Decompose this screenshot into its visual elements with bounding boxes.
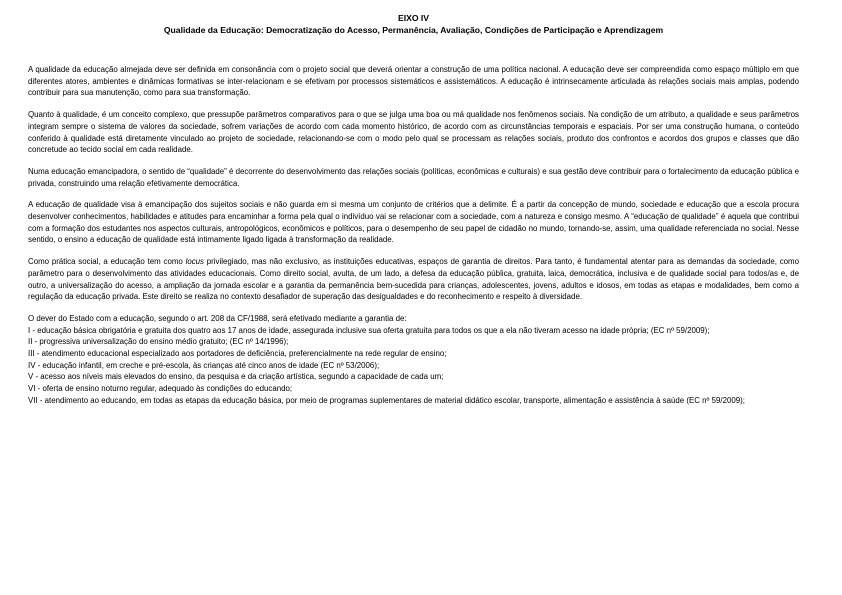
list-item: II - progressiva universalização do ensino médio gratuito; (EC nº 14/1996); <box>28 337 289 347</box>
paragraph-3: Numa educação emancipadora, o sentido de “qualidade” é decorrente do desenvolvimento das relações sociais (políticas, econômicas e culturais) e sua gestão deve contribuir para o fortalecimento da educação pública e privada, construindo uma relação efetivamente democrática. <box>28 166 799 188</box>
paragraph-1: A qualidade da educação almejada deve ser definida em consonância com o projeto social que deverá orientar a construção de uma política nacional. A educação deve ser compreendida como espaço múltiplo em que diferentes atores, ambientes e dinâmicas formativas se inter-relacionam e se efetivam por processos sistemáticos e assistemáticos. A educação é intrinsecamente articulada às relações sociais mais amplas, podendo contribuir para sua manutenção, como para sua transformação. <box>28 65 799 98</box>
list-item: VI - oferta de ensino noturno regular, adequado às condições do educando; <box>28 384 293 394</box>
paragraph-5-start: Como prática social, a educação tem como <box>28 257 186 267</box>
paragraph-4: A educação de qualidade visa à emancipação dos sujeitos sociais e não guarda em si mesma um conjunto de critérios que a delimite. É a partir da concepção de mundo, sociedade e educação que a escola procura desenvolver conhecimentos, habilidades e atitudes para encaminhar a forma pela qual o indivíduo vai se relacionar com a sociedade, com a natureza e consigo mesmo. A “educação de qualidade” é aquela que contribui com a formação dos estudantes nos aspectos culturais, antropológicos, econômicos e políticos, para o desempenho de seu papel de cidadão no mundo, tornando-se, assim, uma qualidade referenciada no social. Nesse sentido, o ensino a educação de qualidade está intimamente ligado ligada à transformação da realidade. <box>28 200 799 245</box>
list-item: V - acesso aos níveis mais elevados do ensino, da pesquisa e da criação artística, segundo a capacidade de cada um; <box>28 372 444 382</box>
list-item: VII - atendimento ao educando, em todas as etapas da educação básica, por meio de programas suplementares de material didático escolar, transporte, alimentação e assistência à saúde (EC nº 59/2009); <box>28 395 745 405</box>
guarantee-list <box>28 325 799 407</box>
paragraph-5-end: privilegiado, mas não exclusivo, as instituições educativas, espaços de garantia de direitos. Para tanto, é fundamental atentar para as demandas da sociedade, como parâmetro para o desenvolvimento das atividades educacionais. Como direito social, avulta, de um lado, a defesa da educação pública, gratuita, laica, democrática, inclusiva e de qualidade social para todos/as e, de outro, a universalização do acesso, a ampliação da jornada escolar e a garantia da permanência bem-sucedida para crianças, adolescentes, jovens, adultos e idosos, em todas as etapas e modalidades, bem como a regulação da educação privada. Este direito se realiza no contexto desafiador de superação das desigualdades e do reconhecimento e respeito à diversidade. <box>28 257 799 302</box>
section-subtitle: Qualidade da Educação: Democratização do Acesso, Permanência, Avaliação, Condições de Participação e Aprendizagem <box>163 25 664 35</box>
list-intro: O dever do Estado com a educação, segundo o art. 208 da CF/1988, será efetivado mediante a garantia de: <box>28 313 407 323</box>
document-header <box>28 12 799 36</box>
paragraph-5-italic: locus <box>185 257 204 267</box>
document-body <box>28 64 799 407</box>
paragraph-2: Quanto à qualidade, é um conceito complexo, que pressupõe parâmetros comparativos para o que se julga uma boa ou má qualidade nos fenômenos sociais. Na condição de um atributo, a qualidade e seus parâmetros integram sempre o sistema de valores da sociedade, sofrem variações de acordo com cada momento histórico, de acordo com as circunstâncias temporais e espaciais. Por ser uma construção humana, o conteúdo conferido à qualidade está diretamente vinculado ao projeto de sociedade, relacionando-se com o modo pelo qual se processam as relações sociais, produto dos confrontos e acordos dos grupos e classes que dão concretude ao tecido social em cada realidade. <box>28 110 799 155</box>
section-title: EIXO IV <box>397 13 430 23</box>
list-item: IV - educação infantil, em creche e pré-escola, às crianças até cinco anos de idade (EC nº 53/2006); <box>28 360 380 370</box>
list-item: I - educação básica obrigatória e gratuita dos quatro aos 17 anos de idade, assegurada inclusive sua oferta gratuita para todos os que a ela não tiveram acesso na idade própria; (EC nº 59/2009); <box>28 325 710 335</box>
paragraph-5 <box>28 256 799 303</box>
list-item: III - atendimento educacional especializado aos portadores de deficiência, preferencialmente na rede regular de ensino; <box>28 349 447 359</box>
